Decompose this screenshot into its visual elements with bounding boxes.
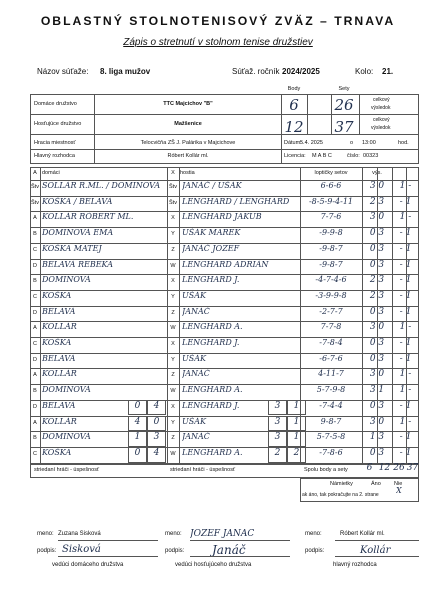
home-team-name: TTC Majcichov "B": [163, 101, 213, 107]
match-home-slot: C: [33, 450, 37, 457]
home-leader-caption: vedúci domáceho družstva: [52, 562, 124, 568]
match-points: - 1: [399, 432, 412, 443]
home-leader-name: Zuzana Sisková: [58, 531, 101, 537]
match-away-player: LENGHARD J.: [182, 275, 240, 285]
col-domaci-header: domáci: [42, 170, 60, 176]
match-away-slot: Z: [171, 435, 175, 442]
match-away-player: JANÁČ / UŠÁK: [182, 181, 242, 190]
table-row-divider: [30, 321, 419, 322]
match-points: - 1: [399, 243, 412, 254]
match-home-player: DOMINOVÁ: [42, 275, 91, 285]
match-away-player: LENGHARD JAKUB: [182, 212, 262, 222]
match-result: 3 0: [369, 416, 385, 427]
match-home-player: KOŠKA / BELAVÁ: [42, 196, 113, 206]
total-home-sety: 26: [393, 463, 405, 473]
total-away-body: 12: [378, 463, 391, 473]
match-away-player: LENGHARD J.: [182, 400, 240, 410]
match-home-slot: D: [33, 356, 37, 363]
match-home-slot: D: [33, 262, 37, 269]
time-label: o: [350, 140, 354, 146]
match-away-slot: Y: [171, 231, 175, 238]
match-home-player: DOMINOVÁ: [42, 385, 91, 395]
match-home-player: BELAVÁ: [42, 400, 76, 410]
match-away-player: JANÁČ: [182, 369, 210, 379]
match-away-player: JANÁČ JOZEF: [182, 243, 240, 253]
away-body-total: 12: [284, 118, 304, 136]
hod-label: hod.: [398, 140, 409, 146]
match-home-player: SOLLÁR R.ML. / DOMINOVÁ: [42, 181, 161, 190]
match-away-slot: Y: [171, 356, 175, 363]
match-sets: 5-7-5-8: [316, 432, 346, 442]
match-points: 1 -: [399, 212, 412, 223]
date-label: Dátum:: [284, 140, 302, 146]
table-row-divider: [30, 384, 419, 385]
total-away-sety: 37: [406, 463, 419, 473]
table-row-divider: [30, 227, 419, 228]
vysledok-label-1: výsledok: [371, 105, 391, 111]
referee-meno-label: meno:: [305, 531, 322, 537]
season-value: 2024/2025: [282, 67, 320, 76]
match-points: - 1: [399, 353, 412, 364]
match-result: 3 1: [369, 385, 385, 396]
match-result: 3 0: [369, 212, 385, 223]
vysledok-label-2: výsledok: [371, 125, 391, 131]
match-home-player: BELAVÁ REBEKA: [42, 259, 113, 269]
table-row-divider: [30, 290, 419, 291]
match-result: 0 3: [369, 400, 385, 411]
match-sets: -7-8-6: [319, 447, 343, 457]
match-result: 3 0: [369, 369, 385, 380]
match-sets: 7-7-6: [320, 212, 342, 222]
match-home-slot: A: [33, 372, 37, 379]
col-vys-header: výs.: [372, 170, 382, 176]
match-home-player: BELAVÁ: [42, 353, 76, 363]
match-home-player: KOLLÁR: [42, 369, 77, 379]
namietky-label: Námietky: [330, 481, 353, 487]
match-away-player: LENGHARD J.: [182, 338, 240, 347]
striedani-home-label: striedaní hráči - úspešnosť: [34, 467, 100, 473]
match-points: 1 -: [399, 416, 412, 427]
match-away-slot: Y: [171, 293, 175, 300]
match-sets: 5-7-9-8: [316, 385, 346, 395]
match-away-player: LENGHARD A.: [182, 447, 243, 457]
match-home-slot: B: [33, 388, 37, 395]
table-row-divider: [30, 353, 419, 354]
celkovy-label-1: celkový: [373, 97, 390, 103]
match-away-player: LENGHARD ADRIÁN: [182, 259, 269, 269]
home-sub-score: 0: [147, 416, 166, 432]
table-row-divider: [30, 211, 419, 212]
home-leader-signature: Sisková: [62, 544, 101, 555]
spolu-label: Spolu body a sety: [304, 467, 348, 473]
match-home-player: KOŠKA: [42, 338, 72, 347]
match-away-player: UŠÁK: [182, 416, 206, 426]
match-home-player: KOŠKA: [42, 447, 72, 457]
match-home-player: KOLLÁR: [42, 322, 77, 332]
match-points: 1 -: [399, 385, 412, 396]
table-row-divider: [30, 368, 419, 369]
table-row-divider: [30, 243, 419, 244]
col-hostia-header: hostia: [180, 170, 195, 176]
away-sub-score: 1: [287, 400, 306, 416]
match-sets: -4-7-4-6: [315, 275, 347, 285]
match-away-slot: X: [171, 341, 175, 347]
sety-header: Sety: [338, 86, 350, 92]
away-sub-score: 3: [268, 400, 287, 416]
form-title: OBLASTNÝ STOLNOTENISOVÝ ZVÄZ – TRNAVA: [40, 14, 396, 28]
license-label: Licencia:: [284, 153, 306, 159]
match-home-player: KOLLÁR: [42, 416, 77, 426]
match-home-slot: C: [33, 246, 37, 253]
table-row-divider: [30, 180, 419, 181]
home-sub-score: 4: [147, 447, 166, 463]
celkovy-label-2: celkový: [373, 117, 390, 123]
match-sets: -6-7-6: [319, 353, 343, 363]
match-result: 0 3: [369, 447, 385, 458]
away-sub-score: 1: [287, 431, 306, 447]
away-team-label: Hosťujúce družstvo: [34, 121, 82, 127]
referee-signature: Kollár: [360, 545, 391, 556]
referee-name: Róbert Kollár ml.: [167, 153, 209, 159]
round-value: 21.: [382, 67, 394, 76]
match-result: 0 3: [369, 353, 385, 364]
match-points: - 1: [399, 447, 412, 458]
match-home-slot: A: [33, 325, 37, 332]
license-no-value: 00323: [363, 153, 379, 159]
competition-value: 8. liga mužov: [100, 67, 151, 76]
home-body-total: 6: [289, 96, 299, 114]
match-away-slot: W: [170, 388, 176, 395]
match-points: - 1: [399, 196, 412, 207]
referee-footer-name: Róbert Kollár ml.: [340, 531, 385, 537]
match-sets: 4-11-7: [318, 369, 344, 379]
venue-name: Telocvičňa ZŠ J. Palárika v Majcichove: [140, 140, 236, 146]
away-sub-score: 2: [287, 447, 306, 463]
match-points: 1 -: [399, 369, 412, 380]
match-home-slot: B: [33, 435, 37, 442]
match-away-player: UŠÁK: [182, 353, 206, 363]
match-away-slot: X: [171, 278, 175, 285]
match-home-slot: A: [33, 215, 37, 222]
match-result: 0 3: [369, 243, 385, 254]
match-home-slot: B: [33, 278, 37, 285]
match-away-player: JANÁČ: [182, 432, 210, 442]
match-home-player: KOŠKA MATEJ: [42, 243, 102, 253]
match-sets: -9-8-7: [319, 259, 343, 269]
home-sub-score: 4: [147, 400, 166, 416]
match-away-slot: Z: [171, 309, 175, 316]
away-sub-score: 2: [268, 447, 287, 463]
away-leader-caption: vedúci hosťujúceho družstva: [175, 562, 252, 568]
match-home-slot: Štv: [31, 199, 39, 206]
match-result: 3 0: [369, 181, 385, 191]
table-row-divider: [30, 400, 419, 401]
table-row-divider: [30, 274, 419, 275]
match-sets: -7-8-4: [319, 338, 343, 347]
match-points: - 1: [399, 306, 412, 317]
match-sets: -3-9-9-8: [315, 290, 347, 300]
match-home-slot: A: [33, 419, 37, 426]
home-sub-score: 3: [147, 431, 166, 447]
table-row-divider: [30, 337, 419, 338]
match-home-slot: D: [33, 309, 37, 316]
match-away-player: UŠÁK: [182, 290, 206, 300]
match-away-player: LENGHARD / LENGHARD: [182, 196, 290, 206]
referee-podpis-label: podpis:: [305, 548, 325, 554]
match-result: 2 3: [369, 275, 385, 286]
home-sub-score: 4: [128, 416, 147, 432]
match-home-player: DOMINOVÁ EMA: [42, 228, 114, 238]
away-sub-score: 3: [268, 431, 287, 447]
match-home-slot: C: [33, 293, 37, 300]
ak-ano-note: ak áno, tak pokračujte na 2. strane: [302, 492, 379, 498]
referee-caption: hlavný rozhodca: [333, 562, 377, 568]
body-header: Body: [287, 86, 301, 92]
away-leader-podpis-label: podpis:: [165, 548, 185, 554]
competition-label: Názov súťaže:: [37, 67, 89, 76]
round-label: Kolo:: [355, 67, 374, 76]
match-result: 1 3: [369, 432, 385, 443]
away-leader-signature: Janáč: [212, 543, 246, 557]
license-no-label: číslo:: [347, 153, 360, 159]
home-sety-total: 26: [334, 96, 354, 114]
match-away-slot: W: [170, 325, 176, 332]
match-sets: 7-7-8: [320, 322, 342, 332]
season-label: Súťaž. ročník: [232, 67, 280, 76]
col-x-header: X: [171, 170, 175, 176]
match-points: - 1: [399, 259, 412, 270]
match-sets: -8-5-9-4-11: [308, 196, 354, 206]
match-points: - 1: [399, 228, 412, 239]
match-away-slot: Z: [171, 246, 175, 253]
match-sets: -9-8-7: [319, 243, 343, 253]
match-away-slot: Štv: [169, 199, 177, 206]
match-points: - 1: [399, 275, 412, 286]
match-sets: 9-8-7: [320, 416, 342, 426]
home-sub-score: 0: [128, 447, 147, 463]
match-home-slot: C: [33, 341, 37, 347]
match-away-slot: W: [170, 262, 176, 269]
match-home-player: DOMINOVÁ: [42, 432, 91, 442]
away-leader-name: JOZEF JANÁČ: [190, 529, 255, 539]
match-points: - 1: [399, 338, 412, 348]
home-sub-score: 1: [128, 431, 147, 447]
away-sety-total: 37: [334, 118, 354, 136]
match-result: 0 3: [369, 228, 385, 239]
table-row-divider: [30, 196, 419, 197]
table-row-divider: [30, 306, 419, 307]
license-classes: M A B C: [312, 153, 332, 159]
match-sets: -7-4-4: [319, 400, 343, 410]
col-a-header: A: [33, 170, 37, 176]
home-sub-score: 0: [128, 400, 147, 416]
match-points: - 1: [399, 290, 412, 301]
match-home-slot: Štv: [31, 184, 39, 190]
date-value: 5.4. 2025: [300, 140, 323, 146]
match-home-player: BELAVÁ: [42, 306, 76, 316]
match-away-slot: Y: [171, 419, 175, 426]
match-sets: -2-7-7: [319, 306, 343, 316]
table-row-divider: [30, 416, 419, 417]
match-result: 2 3: [369, 196, 385, 207]
col-lopticky-header: loptičky setov: [314, 170, 348, 176]
match-result: 0 3: [369, 338, 385, 348]
match-points: 1 -: [399, 322, 412, 333]
striedani-away-label: striedaní hráči - úspešnosť: [170, 467, 236, 473]
match-away-slot: X: [171, 215, 175, 222]
total-home-body: 6: [366, 463, 373, 473]
match-home-slot: D: [33, 403, 37, 410]
home-leader-podpis-label: podpis:: [37, 548, 57, 554]
nie-label: Nie: [394, 481, 403, 487]
table-row-divider: [30, 431, 419, 432]
form-subtitle: Zápis o stretnutí v stolnom tenise družstiev: [123, 37, 313, 48]
match-home-player: KOŠKA: [42, 290, 72, 300]
match-result: 2 3: [369, 290, 385, 301]
match-result: 0 3: [369, 259, 385, 270]
match-away-player: LENGHARD A.: [182, 322, 243, 332]
match-points: - 1: [399, 400, 412, 411]
away-sub-score: 1: [287, 416, 306, 432]
match-home-player: KOLLÁR RÓBERT ML.: [42, 212, 134, 222]
away-sub-score: 3: [268, 416, 287, 432]
venue-label: Hracia miestnosť: [34, 140, 76, 146]
match-sets: 6-6-6: [320, 181, 342, 190]
referee-label: Hlavný rozhodca: [34, 153, 75, 159]
table-row-divider: [30, 259, 419, 260]
match-sets: -9-9-8: [319, 228, 343, 238]
home-team-label: Domáce družstvo: [34, 101, 77, 107]
match-points: 1 -: [399, 181, 412, 191]
home-leader-meno-label: meno:: [37, 531, 54, 537]
ano-label: Áno: [371, 481, 381, 487]
match-away-slot: Štv: [169, 184, 177, 190]
away-team-name: Mažšenice: [174, 121, 202, 127]
namietky-mark: X: [396, 486, 402, 495]
match-home-slot: B: [33, 231, 37, 238]
table-row-divider: [30, 447, 419, 448]
away-leader-meno-label: meno:: [165, 531, 182, 537]
time-value: 13:00: [362, 140, 376, 146]
match-away-player: LENGHARD A.: [182, 385, 243, 395]
match-away-slot: X: [171, 403, 175, 410]
match-away-slot: W: [170, 450, 176, 457]
match-result: 0 3: [369, 306, 385, 317]
match-away-player: UŠÁK MAREK: [182, 228, 241, 238]
match-away-player: JANÁČ: [182, 306, 210, 316]
match-away-slot: Z: [171, 372, 175, 379]
match-result: 3 0: [369, 322, 385, 333]
